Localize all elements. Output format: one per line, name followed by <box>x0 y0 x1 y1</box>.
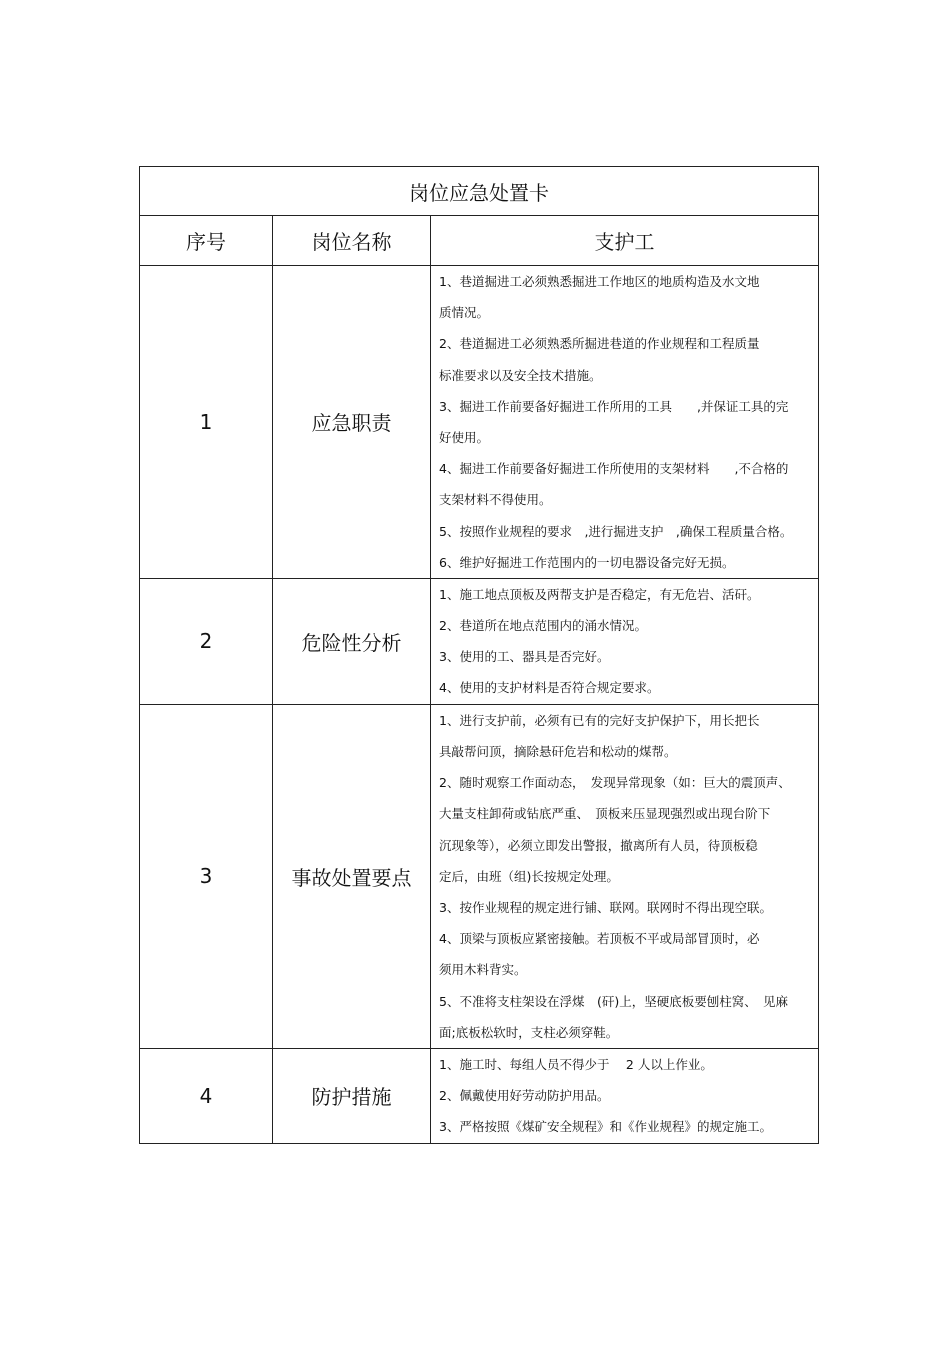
row-content <box>431 704 819 1048</box>
content-line: 3、按作业规程的规定进行铺、联网。联网时不得出现空联。 <box>439 900 772 915</box>
content-line: 4、使用的支护材料是否符合规定要求。 <box>439 680 660 696</box>
content-line: 支架材料不得使用。 <box>439 492 552 508</box>
content-line: 2、佩戴使用好劳动防护用品。 <box>439 1088 610 1104</box>
row-content <box>431 578 819 704</box>
content-line: 1、施工时、每组人员不得少于 2 人以上作业。 <box>439 1056 713 1072</box>
content-line: 具敲帮问顶，摘除悬矸危岩和松动的煤帮。 <box>439 744 677 760</box>
content-line: 好使用。 <box>439 429 490 445</box>
row-number: 4 <box>140 1048 273 1143</box>
row-number: 2 <box>140 578 273 704</box>
table-row <box>140 704 819 1048</box>
table-row <box>140 578 819 704</box>
content-line: 3、掘进工作前要备好掘进工作所用的工具 ,并保证工具的完 <box>439 398 789 414</box>
content-line: 1、进行支护前，必须有已有的完好支护保护下，用长把长 <box>439 712 760 728</box>
content-line: 大量支柱卸荷或钻底严重、 顶板来压显现强烈或出现台阶下 <box>439 806 771 822</box>
content-line: 5、按照作业规程的要求 ,进行掘进支护 ,确保工程质量合格。 <box>439 523 793 539</box>
content-line: 须用木料背实。 <box>439 962 527 978</box>
content-line: 定后，由班（组)长按规定处理。 <box>439 868 619 884</box>
content-line: 6、维护好掘进工作范围内的一切电器设备完好无损。 <box>439 554 735 570</box>
row-number: 3 <box>140 704 273 1048</box>
content-line: 标准要求以及安全技术措施。 <box>439 367 602 383</box>
content-line: 3、严格按照《煤矿安全规程》和《作业规程》的规定施工。 <box>439 1119 772 1135</box>
content-line: 1、巷道掘进工必须熟悉掘进工作地区的地质构造及水文地 <box>439 274 760 289</box>
row-name: 事故处置要点 <box>273 704 431 1048</box>
content-line: 5、不准将支柱架设在浮煤 (矸)上，坚硬底板要刨柱窝、 见麻 <box>439 993 788 1009</box>
content-line: 4、掘进工作前要备好掘进工作所使用的支架材料 ,不合格的 <box>439 461 789 477</box>
row-content <box>431 1048 819 1143</box>
content-line: 2、巷道掘进工必须熟悉所掘进巷道的作业规程和工程质量 <box>439 336 760 352</box>
table-row <box>140 266 819 579</box>
content-line: 3、使用的工、器具是否完好。 <box>439 649 610 665</box>
content-line: 2、随时观察工作面动态， 发现异常现象（如：巨大的震顶声、 <box>439 775 791 791</box>
header-post-name: 岗位名称 <box>273 216 431 266</box>
row-name: 防护措施 <box>273 1048 431 1143</box>
content-line: 2、巷道所在地点范围内的涌水情况。 <box>439 618 647 634</box>
header-seq: 序号 <box>140 216 273 266</box>
row-name: 应急职责 <box>273 266 431 579</box>
table-row <box>140 1048 819 1143</box>
content-line: 沉现象等），必须立即发出警报，撤离所有人员，待顶板稳 <box>439 837 758 853</box>
row-number: 1 <box>140 266 273 579</box>
card-title: 岗位应急处置卡 <box>140 167 819 216</box>
content-line: 质情况。 <box>439 305 490 321</box>
header-post-value: 支护工 <box>431 216 819 266</box>
content-line: 面;底板松软时，支柱必须穿鞋。 <box>439 1024 619 1040</box>
row-content <box>431 266 819 579</box>
row-name: 危险性分析 <box>273 578 431 704</box>
content-line: 1、施工地点顶板及两帮支护是否稳定，有无危岩、活矸。 <box>439 586 760 602</box>
emergency-card-table <box>139 166 819 1144</box>
content-line: 4、顶梁与顶板应紧密接触。若顶板不平或局部冒顶时，必 <box>439 931 760 947</box>
